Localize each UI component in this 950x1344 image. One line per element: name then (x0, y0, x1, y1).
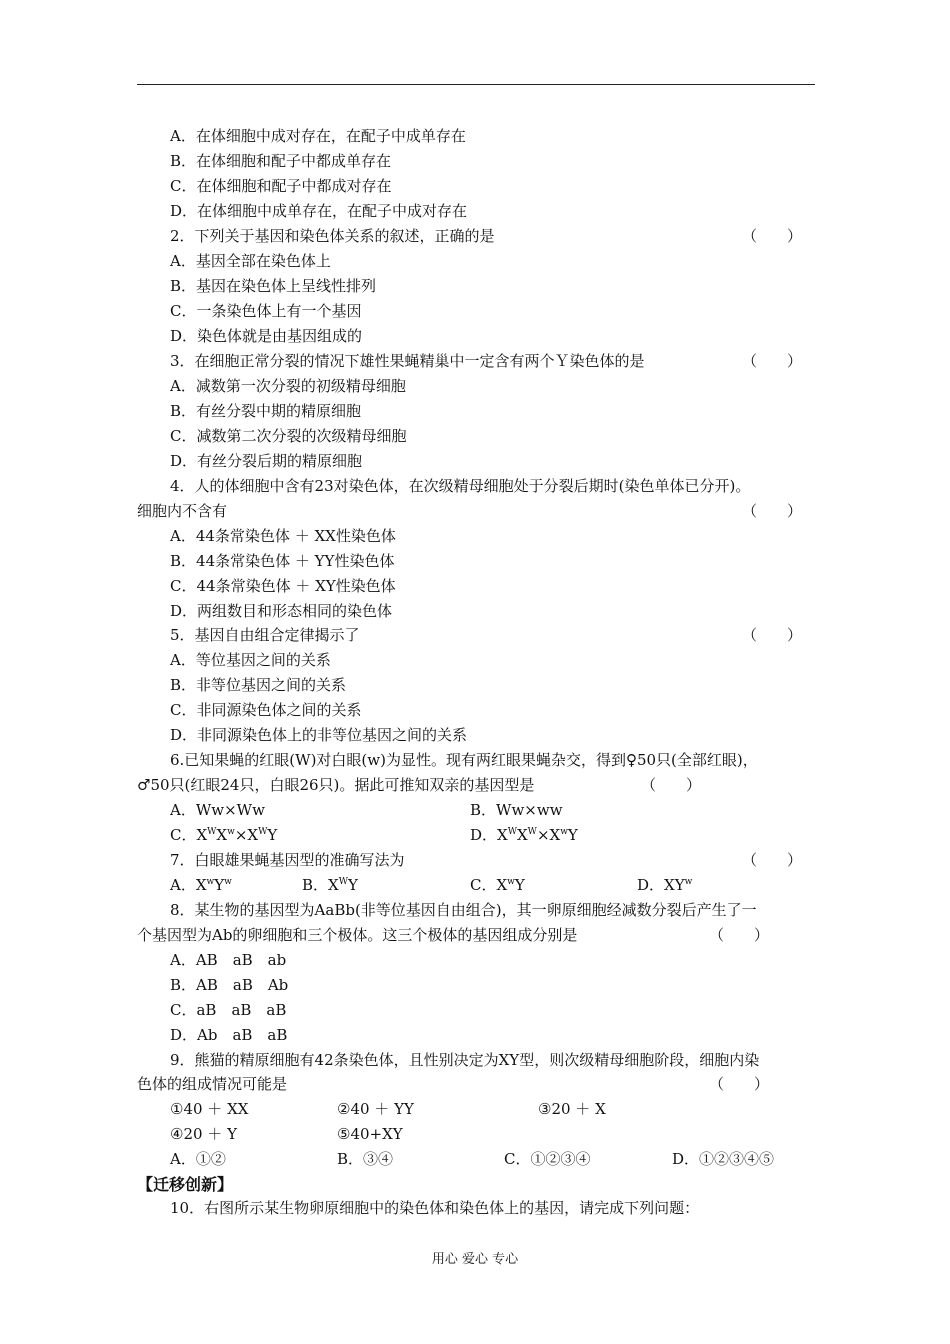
q4-option-b: B．44条常染色体 ＋ YY性染色体 (170, 552, 395, 570)
q1-option-d: D．在体细胞中成单存在，在配子中成对存在 (170, 202, 468, 220)
q8-stem-line2: 个基因型为Ab的卵细胞和三个极体。这三个极体的基因组成分别是 (137, 926, 578, 944)
section-title: 【迁移创新】 (137, 1175, 234, 1194)
q6-option-c: C．$X^WX^w\times X^WY$ (170, 826, 278, 844)
q9-item-1: ①40 ＋ XX (170, 1100, 249, 1118)
q8-stem-line1: 8．某生物的基因型为AaBb(非等位基因自由组合)，其一卵原细胞经减数分裂后产生了一 (170, 901, 757, 919)
q8-option-a: A．AB aB ab (170, 951, 287, 969)
q5-option-c: C．非同源染色体之间的关系 (170, 701, 362, 719)
q7-option-b: B．$X^WY$ (302, 876, 358, 894)
q9-item-2: ②40 ＋ YY (337, 1100, 414, 1118)
q9-option-a: A．①② (170, 1150, 226, 1168)
q5-stem: 5．基因自由组合定律揭示了 (170, 626, 360, 644)
q7-option-d: D．$XY^w$ (637, 876, 693, 894)
q9-option-d: D．①②③④⑤ (672, 1150, 775, 1168)
q5-option-a: A．等位基因之间的关系 (170, 651, 331, 669)
q5-answer-paren: （ ） (742, 626, 803, 644)
q1-option-c: C．在体细胞和配子中都成对存在 (170, 177, 392, 195)
q3-answer-paren: （ ） (742, 352, 803, 370)
q9-stem-line2: 色体的组成情况可能是 (137, 1075, 288, 1093)
q7-option-a: A．$X^wY^w$ (170, 876, 232, 894)
q5-option-b: B．非等位基因之间的关系 (170, 676, 347, 694)
q6-option-d: D．$X^WX^W\times X^wY$ (470, 826, 578, 844)
header-rule (137, 84, 815, 85)
q4-stem-line2: 细胞内不含有 (137, 502, 228, 520)
q4-option-c: C．44条常染色体 ＋ XY性染色体 (170, 577, 396, 595)
q3-option-b: B．有丝分裂中期的精原细胞 (170, 402, 362, 420)
q4-option-a: A．44条常染色体 ＋ XX性染色体 (170, 527, 396, 545)
q5-option-d: D．非同源染色体上的非等位基因之间的关系 (170, 726, 468, 744)
q8-option-d: D．Ab aB aB (170, 1026, 288, 1044)
q9-stem-line1: 9．熊猫的精原细胞有42条染色体，且性别决定为XY型，则次级精母细胞阶段，细胞内染 (170, 1051, 760, 1069)
q6-stem-line1: 6.已知果蝇的红眼(W)对白眼(w)为显性。现有两红眼果蝇杂交，得到♀50只(全部红眼)， (170, 751, 758, 769)
q6-stem-line2: ♂50只(红眼24只，白眼26只)。据此可推知双亲的基因型是 (137, 776, 535, 794)
q2-stem: 2．下列关于基因和染色体关系的叙述，正确的是 (170, 227, 495, 245)
q7-option-c: C．$X^wY$ (470, 876, 525, 894)
q8-option-b: B．AB aB Ab (170, 976, 289, 994)
q8-option-c: C．aB aB aB (170, 1001, 287, 1019)
q3-stem: 3．在细胞正常分裂的情况下雄性果蝇精巢中一定含有两个Ｙ染色体的是 (170, 352, 645, 370)
q6-answer-paren: （ ） (641, 776, 702, 794)
q1-option-b: B．在体细胞和配子中都成单存在 (170, 152, 392, 170)
q7-stem: 7．白眼雄果蝇基因型的准确写法为 (170, 851, 405, 869)
q9-answer-paren: （ ） (709, 1075, 770, 1093)
q2-answer-paren: （ ） (742, 227, 803, 245)
q9-item-4: ④20 ＋ Y (170, 1125, 237, 1143)
q4-answer-paren: （ ） (742, 502, 803, 520)
page-footer: 用心 爱心 专心 (431, 1252, 519, 1267)
q10-stem: 10．右图所示某生物卵原细胞中的染色体和染色体上的基因，请完成下列问题： (170, 1199, 700, 1217)
q3-option-d: D．有丝分裂后期的精原细胞 (170, 452, 363, 470)
q2-option-a: A．基因全部在染色体上 (170, 252, 331, 270)
q2-option-c: C．一条染色体上有一个基因 (170, 302, 362, 320)
q9-option-c: C．①②③④ (504, 1150, 591, 1168)
q6-option-b: B．Ww×ww (470, 801, 563, 819)
q2-option-b: B．基因在染色体上呈线性排列 (170, 277, 377, 295)
q4-option-d: D．两组数目和形态相同的染色体 (170, 602, 393, 620)
q1-option-a: A．在体细胞中成对存在，在配子中成单存在 (170, 127, 466, 145)
q9-item-5: ⑤40+XY (337, 1125, 403, 1143)
q3-option-c: C．减数第二次分裂的次级精母细胞 (170, 427, 407, 445)
q3-option-a: A．减数第一次分裂的初级精母细胞 (170, 377, 406, 395)
q4-stem-line1: 4．人的体细胞中含有23对染色体，在次级精母细胞处于分裂后期时(染色单体已分开)。 (170, 477, 751, 495)
q2-option-d: D．染色体就是由基因组成的 (170, 327, 363, 345)
q6-option-a: A．Ww×Ww (170, 801, 265, 819)
q9-option-b: B．③④ (337, 1150, 394, 1168)
q7-answer-paren: （ ） (742, 851, 803, 869)
q9-item-3: ③20 ＋ X (538, 1100, 606, 1118)
q8-answer-paren: （ ） (709, 926, 770, 944)
